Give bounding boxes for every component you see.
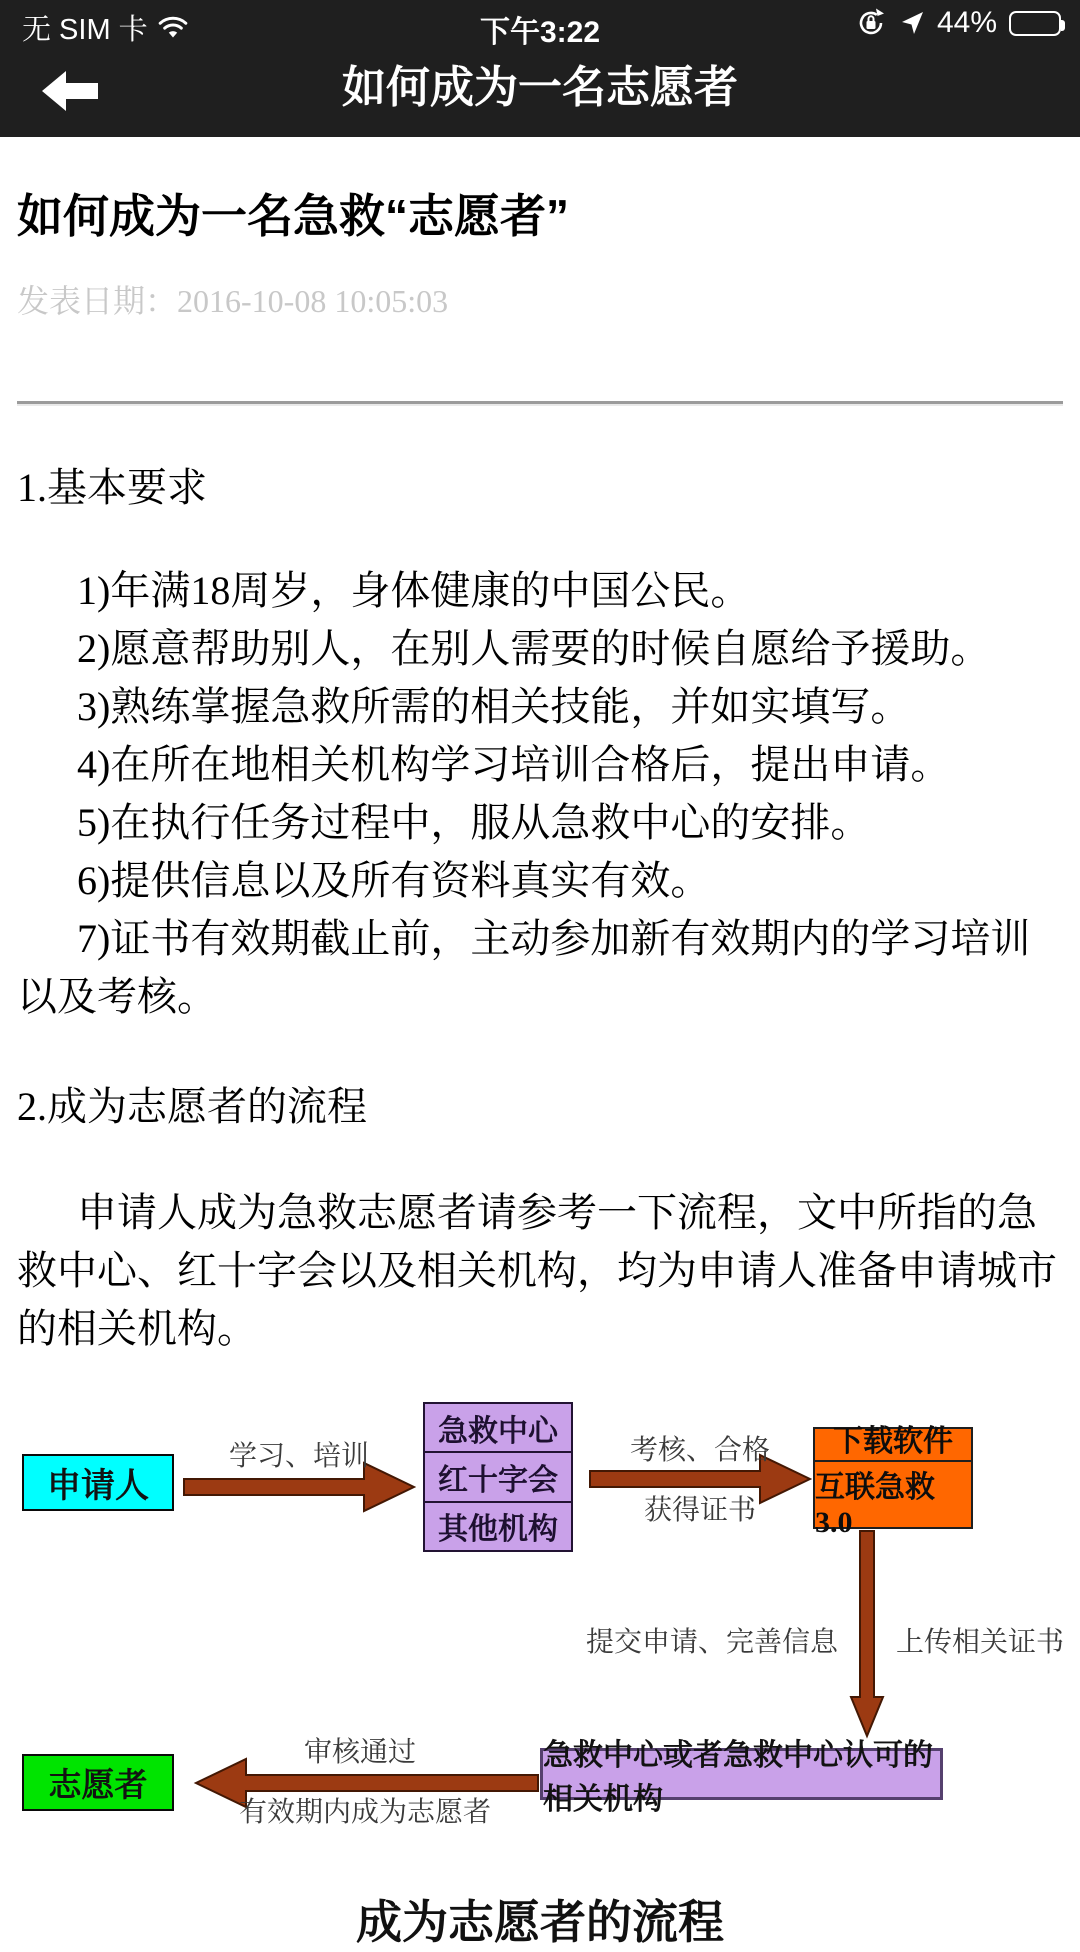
carrier-label: 无 SIM 卡 [22, 14, 148, 46]
flowchart-diagram [0, 1402, 1080, 1948]
arrow-label-become: 有效期内成为志愿者 [238, 1797, 491, 1828]
list-item: 4)在所在地相关机构学习培训合格后，提出申请。 [77, 742, 951, 787]
header [0, 0, 1080, 137]
section1-heading: 1.基本要求 [17, 465, 207, 510]
list-item: 5)在执行任务过程中，服从急救中心的安排。 [77, 800, 871, 845]
article-scroll-area[interactable] [0, 189, 1080, 1948]
flow-box-cell: 红十字会 [425, 1453, 571, 1502]
list-item: 6)提供信息以及所有资料真实有效。 [77, 858, 711, 903]
status-bar [0, 0, 1080, 49]
page-title: 如何成为一名志愿者 [342, 63, 738, 112]
arrow-down-submit-icon [849, 1529, 885, 1739]
nav-bar [0, 46, 1080, 137]
rotation-lock-icon [855, 7, 887, 39]
list-item: 7)证书有效期截止前，主动参加新有效期内的学习培训以及考核。 [17, 916, 1031, 1019]
flow-box-applicant: 申请人 [22, 1454, 174, 1511]
arrow-label-upload: 上传相关证书 [896, 1627, 1065, 1658]
status-right [855, 6, 1066, 40]
arrow-label-exam-pass: 考核、合格 [629, 1435, 770, 1466]
list-item: 1)年满18周岁，身体健康的中国公民。 [77, 568, 751, 613]
flow-box-volunteer: 志愿者 [22, 1754, 174, 1811]
list-item: 2)愿意帮助别人，在别人需要的时候自愿给予援助。 [77, 626, 991, 671]
flow-box-cell: 急救中心 [425, 1404, 571, 1453]
flow-box-organizations [423, 1402, 573, 1552]
publish-date-value: 2016-10-08 10:05:03 [177, 283, 449, 319]
battery-icon [1009, 11, 1061, 36]
arrow-label-study: 学习、培训 [228, 1441, 369, 1472]
arrow-label-review-pass: 审核通过 [303, 1737, 416, 1768]
flow-box-center: 急救中心或者急救中心认可的相关机构 [540, 1748, 943, 1800]
flowchart-caption: 成为志愿者的流程 [356, 1897, 724, 1948]
section2-heading: 2.成为志愿者的流程 [17, 1084, 367, 1129]
section2-paragraph: 申请人成为急救志愿者请参考一下流程，文中所指的急救中心、红十字会以及相关机构，均为申请人准备申请城市的相关机构。 [17, 1190, 1057, 1351]
list-item: 3)熟练掌握急救所需的相关技能，并如实填写。 [77, 684, 911, 729]
status-time: 下午3:22 [479, 16, 601, 49]
article-title: 如何成为一名急救“志愿者” [17, 190, 569, 242]
battery-percent: 44% [936, 6, 997, 39]
location-arrow-icon [899, 10, 925, 36]
requirements-list [17, 562, 1063, 1026]
divider [17, 401, 1063, 406]
flow-box-download-app [813, 1425, 973, 1539]
flow-box-cell: 其他机构 [438, 1513, 558, 1547]
arrow-label-submit: 提交申请、完善信息 [585, 1627, 838, 1658]
arrow-label-get-cert: 获得证书 [643, 1495, 756, 1526]
publish-date [17, 283, 1063, 319]
publish-date-label: 发表日期： [17, 283, 178, 319]
flow-box-cell: 下载软件 [815, 1416, 971, 1462]
flow-box-cell: 互联急救3.0 [815, 1471, 935, 1539]
